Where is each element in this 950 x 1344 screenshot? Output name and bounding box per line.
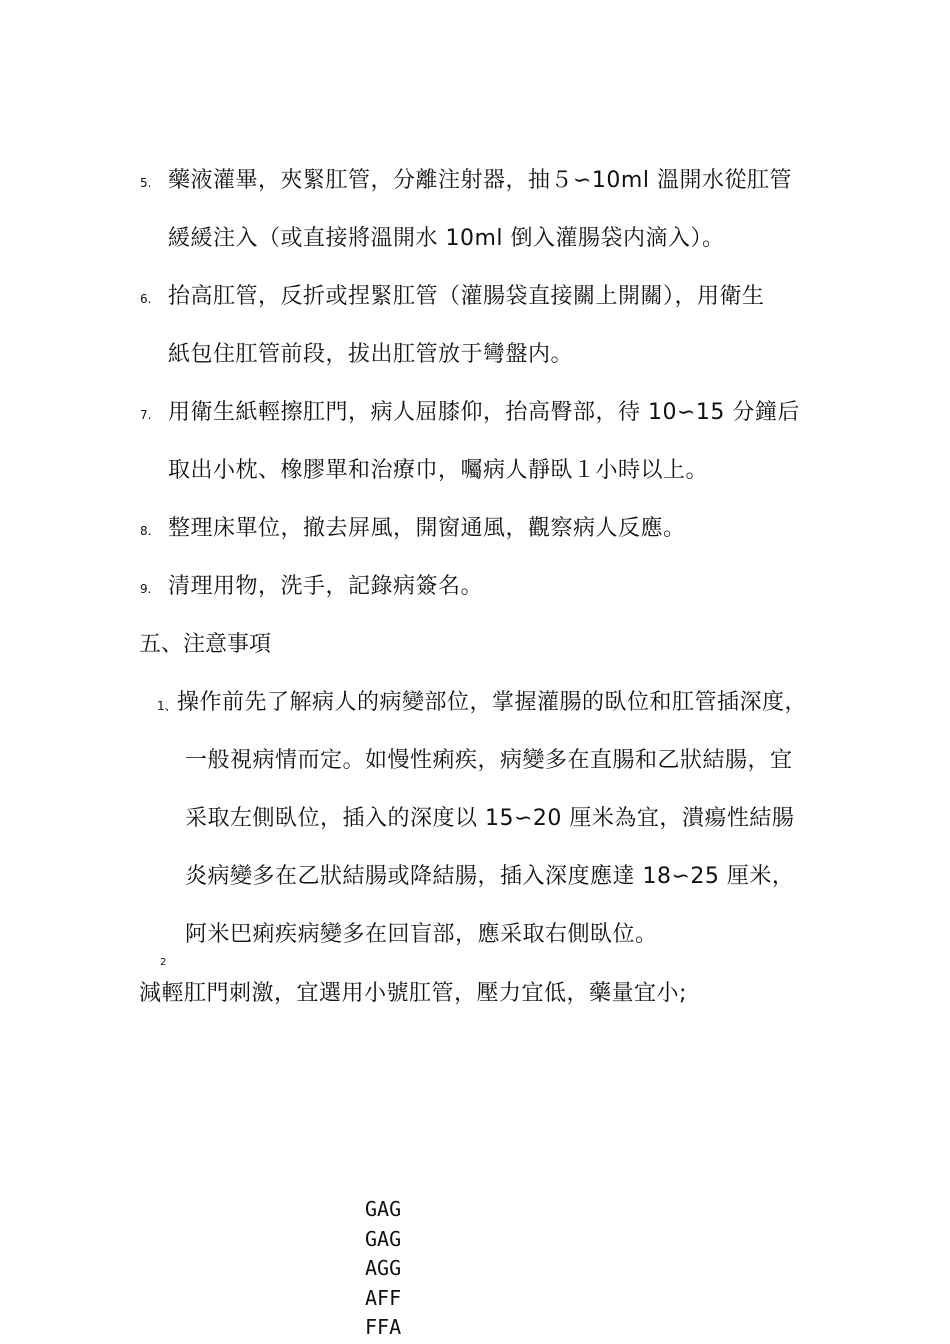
note-text-line: 操作前先了解病人的病變部位，掌握灌腸的臥位和肛管插深度， (177, 690, 808, 715)
step-text-line: 整理床單位，撤去屏風，開窗通風，觀察病人反應。 (168, 516, 686, 541)
code-item: FFA (365, 1315, 402, 1339)
code-item: AFF (365, 1285, 402, 1310)
note-text-line: 采取左側臥位，插入的深度以 15∽20 厘米為宜，潰瘍性結腸 (185, 806, 795, 831)
step-text-line: 緩緩注入（或直接將溫開水 10ml 倒入灌腸袋内滴入）。 (168, 226, 725, 251)
note-number: 1、 (157, 699, 177, 713)
step-number: 5. (140, 176, 152, 190)
note-text-line: 減輕肛門刺激，宜選用小號肛管，壓力宜低，藥量宜小; (139, 981, 687, 1006)
step-number: 6. (140, 292, 152, 306)
step-text-line: 用衛生紙輕擦肛門，病人屈膝仰，抬高臀部，待 10∽15 分鐘后 (168, 400, 800, 425)
step-text-line: 抬高肛管，反折或捏緊肛管（灌腸袋直接關上開關），用衛生 (168, 284, 765, 309)
code-list (365, 1195, 401, 1343)
step-number: 7. (140, 408, 152, 422)
step-text-line: 紙包住肛管前段，拔出肛管放于彎盤内。 (168, 342, 574, 367)
step-number: 8. (140, 524, 152, 538)
step-text-line: 清理用物，洗手，記錄病簽名。 (168, 574, 484, 599)
section-heading: 五、注意事項 (139, 632, 272, 657)
code-item: GAG (365, 1226, 402, 1251)
step-text-line: 藥液灌畢，夾緊肛管，分離注射器，抽５∽10ml 溫開水從肛管 (168, 168, 792, 193)
code-item: GAG (365, 1197, 402, 1221)
step-number: 9. (140, 582, 152, 596)
note-text-line: 阿米巴痢疾病變多在回盲部，應采取右側臥位。 (185, 922, 658, 947)
code-item: AGG (365, 1256, 402, 1280)
step-text-line: 取出小枕、橡膠單和治療巾，囑病人靜臥１小時以上。 (168, 458, 709, 483)
note-number: 2 (160, 957, 167, 968)
note-text-line: 炎病變多在乙狀結腸或降結腸，插入深度應達 18∽25 厘米， (185, 864, 795, 889)
note-text-line: 一般視病情而定。如慢性痢疾，病變多在直腸和乙狀結腸，宜 (185, 748, 793, 773)
